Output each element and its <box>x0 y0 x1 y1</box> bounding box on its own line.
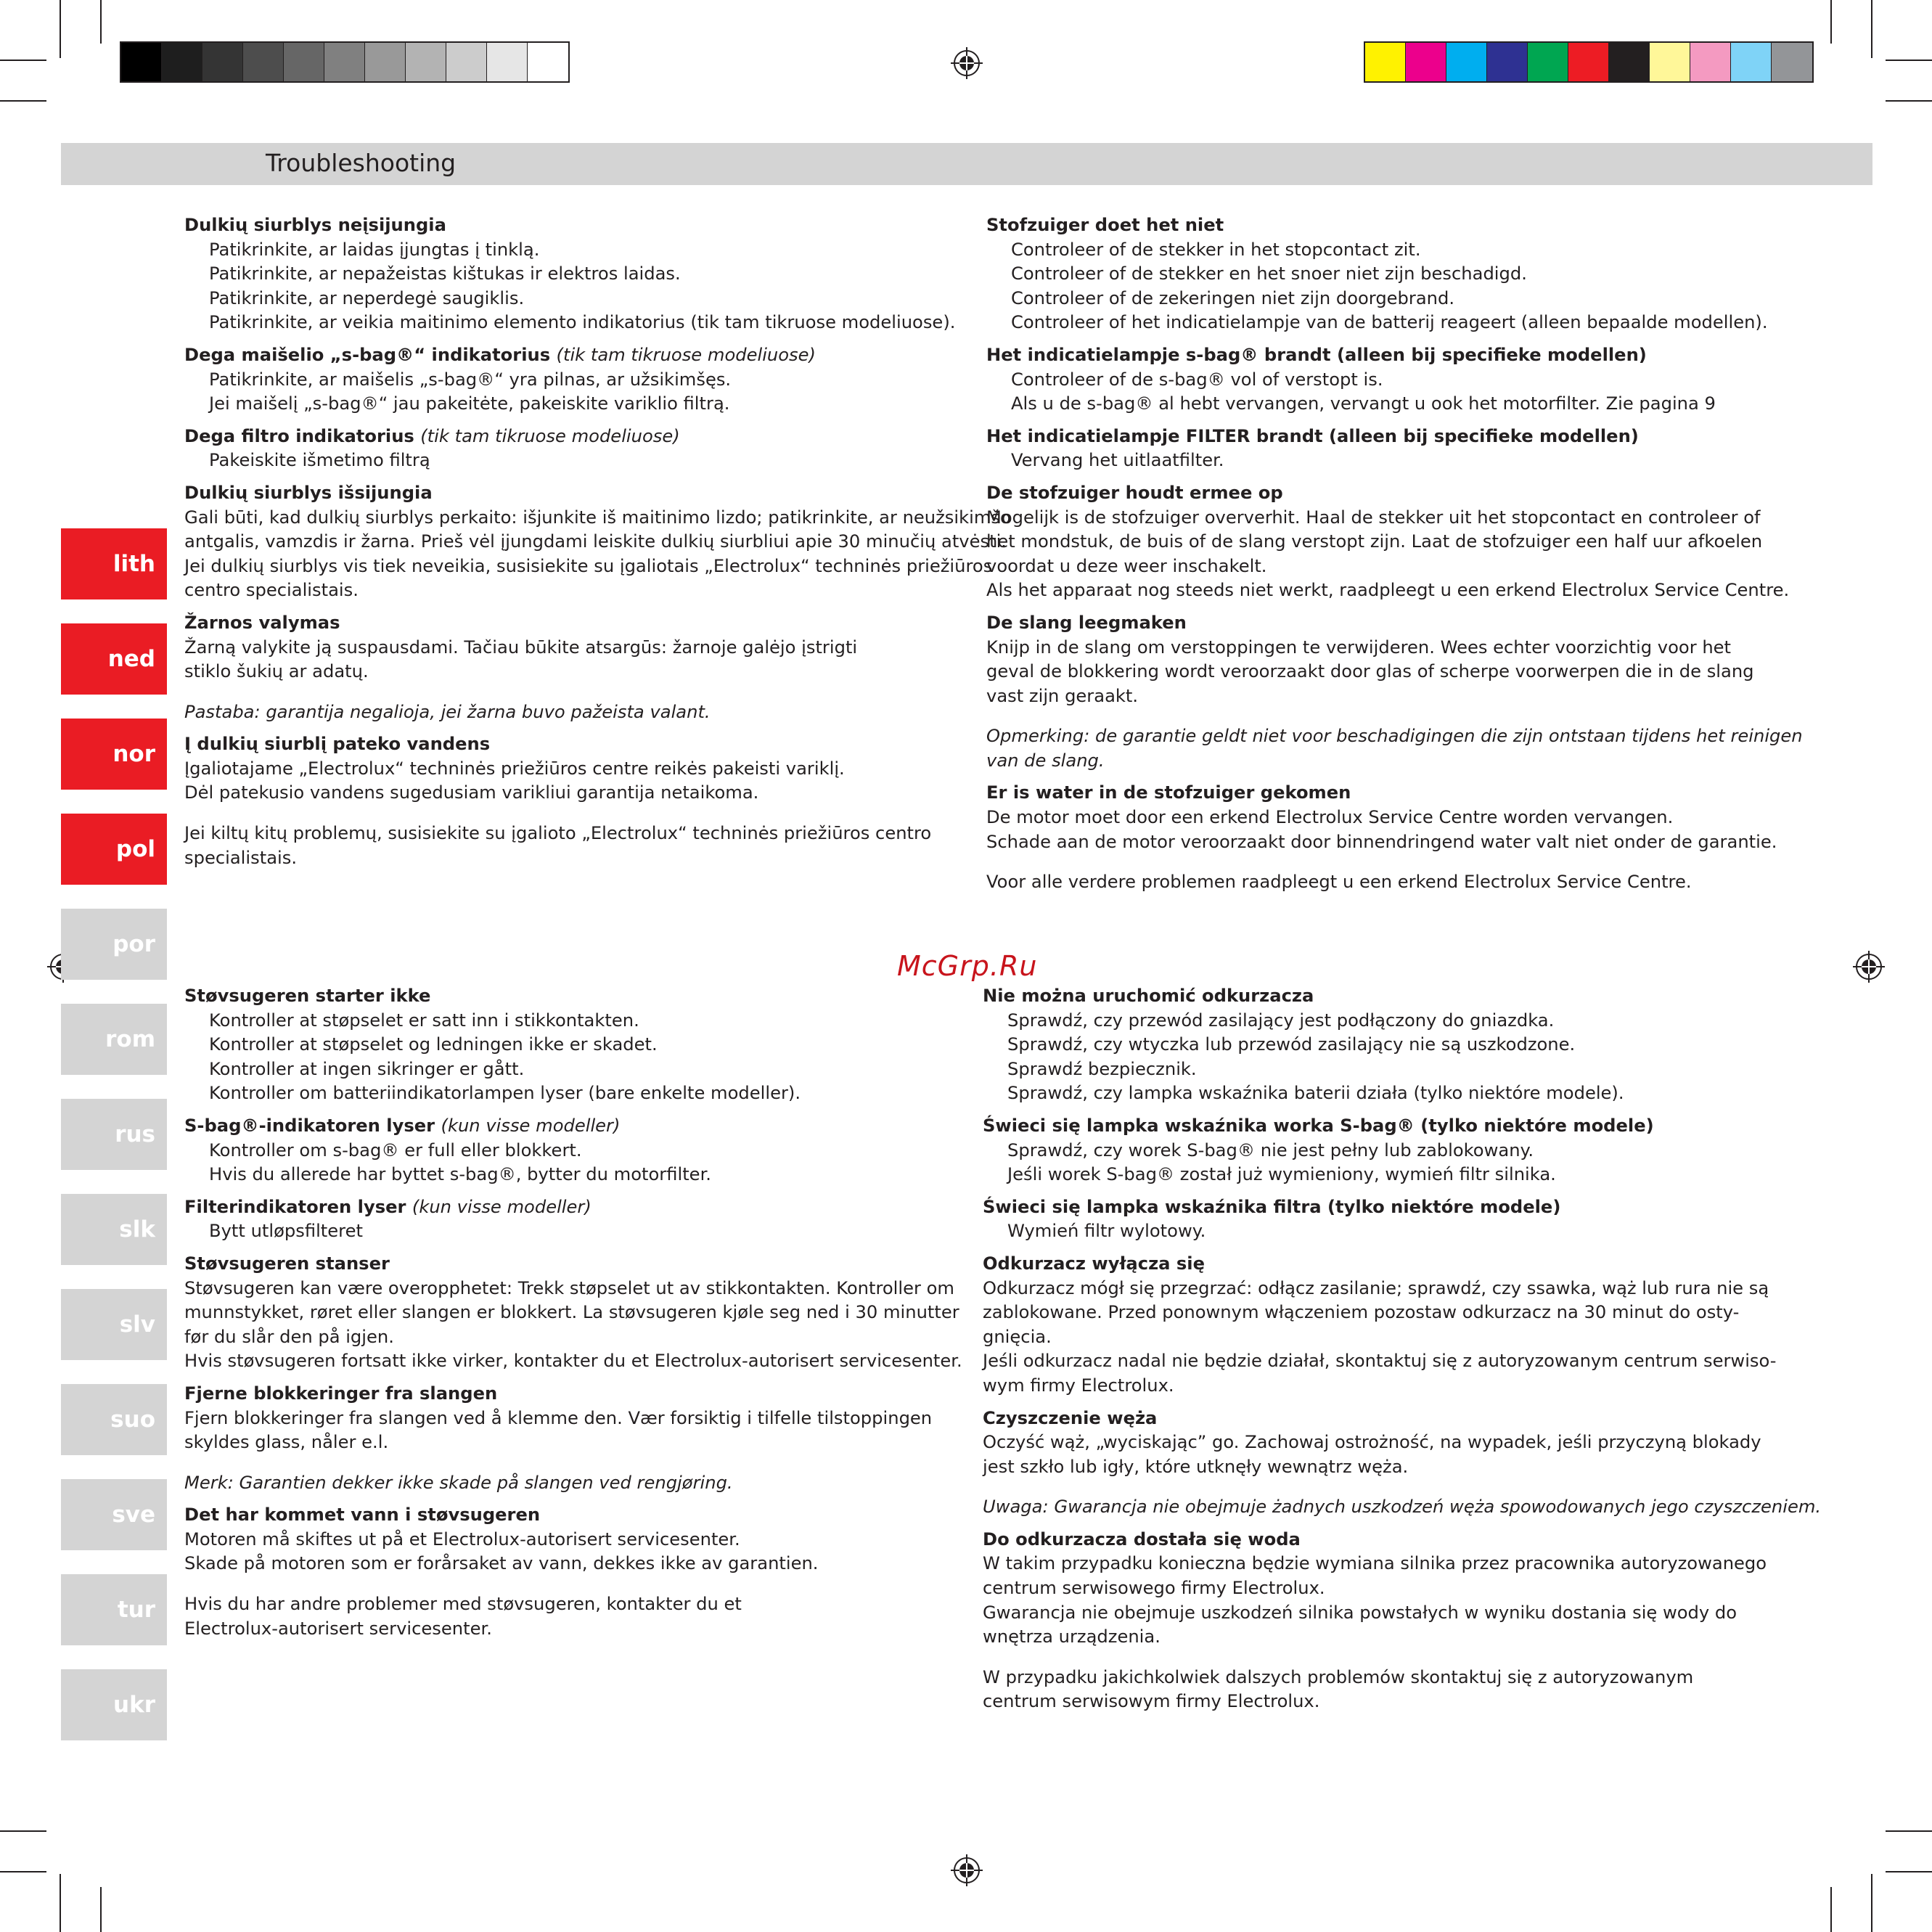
crop-mark <box>1886 100 1932 102</box>
text-line: Kontroller at ingen sikringer er gått. <box>209 1058 525 1079</box>
color-swatch <box>487 43 528 81</box>
troubleshoot-section <box>986 481 1803 603</box>
text-line: Vervang het uitlaatfilter. <box>1011 450 1224 471</box>
text-line: Odkurzacz mógł się przegrzać: odłącz zasilanie; sprawdź, czy ssawka, wąż lub rura nie są <box>983 1277 1769 1298</box>
text-line: stiklo šukių ar adatų. <box>184 661 369 682</box>
text-line: Sprawdź, czy wtyczka lub przewód zasilający nie są uszkodzone. <box>1007 1034 1576 1055</box>
language-tab-ukr[interactable]: ukr <box>61 1669 167 1740</box>
section-heading: Į dulkių siurblį pateko vandens <box>184 734 491 755</box>
text-line: Knijp in de slang om verstoppingen te verwijderen. Wees echter voorzichtig voor het <box>986 637 1732 658</box>
troubleshoot-section <box>184 611 1011 684</box>
section-heading: Het indicatielampje FILTER brandt (alleen bij specifieke modellen) <box>986 425 1639 446</box>
text-line: Als u de s-bag® al hebt vervangen, vervangt u ook het motorfilter. Zie pagina 9 <box>1011 393 1716 414</box>
section-heading: Do odkurzacza dostała się woda <box>983 1528 1301 1550</box>
text-line: Sprawdź, czy lampka wskaźnika baterii działa (tylko niektóre modele). <box>1007 1083 1624 1104</box>
color-swatch <box>446 43 487 81</box>
crop-mark <box>1830 1887 1832 1932</box>
section-heading: Er is water in de stofzuiger gekomen <box>986 782 1351 803</box>
language-tab-lith[interactable]: lith <box>61 528 167 599</box>
watermark: McGrp.Ru <box>897 950 1038 982</box>
color-swatch <box>1406 43 1446 81</box>
text-line: antgalis, vamzdis ir žarna. Prieš vėl įjungdami leiskite dulkių siurbliui apie 30 minučių atvėsti. <box>184 531 1007 552</box>
text-line: jest szkło lub igły, które utknęły wewnątrz węża. <box>983 1456 1409 1477</box>
language-tab-por[interactable]: por <box>61 909 167 980</box>
text-line: Žarną valykite ją suspausdami. Tačiau būkite atsargūs: žarnoje galėjo įstrigti <box>184 637 858 658</box>
note <box>986 724 1803 773</box>
text-line: Støvsugeren kan være overopphetet: Trekk støpselet ut av stikkontakten. Kontroller om <box>184 1277 954 1298</box>
text-line: Dėl patekusio vandens sugedusiam varikliui garantija netaikoma. <box>184 782 759 803</box>
text-line: Oczyść wąż, „wyciskając” go. Zachowaj ostrożność, na wypadek, jeśli przyczyną blokady <box>983 1432 1761 1453</box>
crop-mark <box>100 0 102 44</box>
crop-mark <box>1886 1871 1932 1872</box>
text-line: Gali būti, kad dulkių siurblys perkaito: išjunkite iš maitinimo lizdo; patikrinkite, ar neužsikimšo <box>184 507 1011 528</box>
heading-text: Dega filtro indikatorius <box>184 425 414 446</box>
text-line: Gwarancja nie obejmuje uszkodzeń silnika powstałych w wyniku dostania się wody do <box>983 1602 1737 1623</box>
crop-mark <box>100 1887 102 1932</box>
section-heading: Świeci się lampka wskaźnika worka S-bag® (tylko niektóre modele) <box>983 1115 1654 1136</box>
heading-note: (kun visse modeller) <box>412 1196 592 1217</box>
text-line: zablokowane. Przed ponownym włączeniem pozostaw odkurzacz na 30 minut do osty- <box>983 1302 1740 1323</box>
note <box>184 700 1011 725</box>
crop-mark <box>1830 0 1832 44</box>
troubleshoot-section <box>184 1503 962 1576</box>
section-heading: Het indicatielampje s-bag® brandt (alleen bij specifieke modellen) <box>986 344 1647 365</box>
troubleshoot-section <box>983 984 1821 1106</box>
note-text: Opmerking: de garantie geldt niet voor beschadigingen die zijn ontstaan tijdens het reinigen <box>986 726 1803 747</box>
closing-text <box>986 870 1803 895</box>
color-swatch <box>1609 43 1650 81</box>
text-line: Patikrinkite, ar neperdegė saugiklis. <box>209 287 525 308</box>
troubleshoot-section <box>184 1382 962 1455</box>
text-line: Voor alle verdere problemen raadpleegt u een erkend Electrolux Service Centre. <box>986 872 1692 893</box>
troubleshoot-section <box>184 343 1011 417</box>
lith-column <box>184 213 1011 870</box>
section-heading <box>184 1114 962 1139</box>
section-heading <box>184 425 1011 449</box>
troubleshoot-section <box>983 1528 1821 1650</box>
section-heading: Odkurzacz wyłącza się <box>983 1253 1206 1274</box>
color-swatch <box>1731 43 1772 81</box>
note-text: van de slang. <box>986 750 1105 771</box>
closing-text <box>184 822 1011 870</box>
color-swatch <box>1528 43 1568 81</box>
text-line: De motor moet door een erkend Electrolux Service Centre worden vervangen. <box>986 807 1674 828</box>
text-line: Patikrinkite, ar nepažeistas kištukas ir elektros laidas. <box>209 263 681 285</box>
text-line: Jei dulkių siurblys vis tiek neveikia, susisiekite su įgaliotais „Electrolux“ techninės priežiūros <box>184 555 993 576</box>
text-line: het mondstuk, de buis of de slang verstopt zijn. Laat de stofzuiger een half uur afkoelen <box>986 531 1763 552</box>
crop-mark <box>0 100 46 102</box>
language-tab-rus[interactable]: rus <box>61 1099 167 1170</box>
text-line: Als het apparaat nog steeds niet werkt, raadpleegt u een erkend Electrolux Service Centre. <box>986 580 1790 601</box>
text-line: W przypadku jakichkolwiek dalszych problemów skontaktuj się z autoryzowanym <box>983 1666 1694 1687</box>
color-swatch <box>162 43 202 81</box>
section-heading: Stofzuiger doet het niet <box>986 215 1224 235</box>
text-line: Fjern blokkeringer fra slangen ved å klemme den. Vær forsiktig i tilfelle tilstoppingen <box>184 1407 933 1428</box>
crop-mark <box>60 1874 61 1932</box>
language-tab-slv[interactable]: slv <box>61 1289 167 1360</box>
text-line: Controleer of de s-bag® vol of verstopt is. <box>1011 369 1383 390</box>
language-tab-sve[interactable]: sve <box>61 1479 167 1550</box>
text-line: Hvis du allerede har byttet s-bag®, bytter du motorfilter. <box>209 1164 711 1185</box>
heading-text: S-bag®-indikatoren lyser <box>184 1115 435 1136</box>
text-line: Jeśli odkurzacz nadal nie będzie działał, skontaktuj się z autoryzowanym centrum serwiso- <box>983 1351 1777 1372</box>
text-line: Kontroller om batteriindikatorlampen lyser (bare enkelte modeller). <box>209 1083 801 1104</box>
text-line: Kontroller at støpselet er satt inn i stikkontakten. <box>209 1010 639 1031</box>
color-swatch <box>1568 43 1609 81</box>
language-tab-nor[interactable]: nor <box>61 719 167 790</box>
text-line: skyldes glass, nåler e.l. <box>184 1432 389 1453</box>
text-line: Schade aan de motor veroorzaakt door binnendringend water valt niet onder de garantie. <box>986 831 1777 852</box>
section-heading <box>184 343 1011 368</box>
text-line: Patikrinkite, ar veikia maitinimo elemento indikatorius (tik tam tikruose modeliuose). <box>209 312 956 333</box>
text-line: Jei maišelį „s-bag®“ jau pakeitėte, pakeiskite variklio filtrą. <box>209 393 730 414</box>
text-line: Controleer of de zekeringen niet zijn doorgebrand. <box>1011 287 1455 308</box>
color-swatch <box>1365 43 1406 81</box>
troubleshoot-section <box>184 425 1011 473</box>
troubleshoot-section <box>184 213 1011 335</box>
text-line: wnętrza urządzenia. <box>983 1626 1161 1647</box>
troubleshoot-section <box>986 213 1803 335</box>
troubleshoot-section <box>983 1407 1821 1480</box>
text-line: Skade på motoren som er forårsaket av vann, dekkes ikke av garantien. <box>184 1553 819 1574</box>
section-heading: Det har kommet vann i støvsugeren <box>184 1505 541 1526</box>
section-heading: Czyszczenie węża <box>983 1407 1158 1428</box>
text-line: Controleer of de stekker en het snoer niet zijn beschadigd. <box>1011 263 1527 285</box>
section-heading: Støvsugeren stanser <box>184 1253 390 1274</box>
section-heading: De slang leegmaken <box>986 612 1187 633</box>
text-line: geval de blokkering wordt veroorzaakt door glas of scherpe voorwerpen die in de slang <box>986 661 1754 682</box>
troubleshoot-section <box>986 781 1803 854</box>
color-calibration-bar <box>1364 41 1814 83</box>
language-tab-pol[interactable]: pol <box>61 814 167 885</box>
troubleshoot-section <box>184 1252 962 1374</box>
crop-mark <box>1871 0 1872 58</box>
note-text: Merk: Garantien dekker ikke skade på slangen ved rengjøring. <box>184 1472 733 1493</box>
troubleshoot-section <box>184 1195 962 1244</box>
language-tab-suo[interactable]: suo <box>61 1384 167 1455</box>
heading-note: (tik tam tikruose modeliuose) <box>420 425 680 446</box>
text-line: centrum serwisowym firmy Electrolux. <box>983 1691 1320 1712</box>
note <box>983 1495 1821 1520</box>
grayscale-calibration-bar <box>120 41 570 83</box>
section-heading: Świeci się lampka wskaźnika filtra (tylko niektóre modele) <box>983 1196 1561 1217</box>
heading-note: (tik tam tikruose modeliuose) <box>556 344 816 365</box>
crop-mark <box>0 1871 46 1872</box>
troubleshoot-section <box>184 732 1011 806</box>
text-line: Wymień filtr wylotowy. <box>1007 1221 1206 1242</box>
note-text: Pastaba: garantija negalioja, jei žarna buvo pažeista valant. <box>184 701 711 722</box>
page-title: Troubleshooting <box>266 149 457 177</box>
section-heading: Dulkių siurblys išsijungia <box>184 482 433 503</box>
text-line: Įgaliotajame „Electrolux“ techninės priežiūros centre reikės pakeisti variklį. <box>184 758 845 779</box>
text-line: centrum serwisowego firmy Electrolux. <box>983 1578 1325 1599</box>
color-swatch <box>243 43 284 81</box>
color-swatch <box>324 43 365 81</box>
text-line: Controleer of het indicatielampje van de batterij reageert (alleen bepaalde modellen). <box>1011 312 1768 333</box>
text-line: Pakeiskite išmetimo filtrą <box>209 450 430 471</box>
text-line: voordat u deze weer inschakelt. <box>986 555 1267 576</box>
section-heading: Støvsugeren starter ikke <box>184 986 431 1006</box>
section-heading: Dulkių siurblys neįsijungia <box>184 215 446 235</box>
text-line: munnstykket, røret eller slangen er blokkert. La støvsugeren kjøle seg ned i 30 minutter <box>184 1302 959 1323</box>
color-swatch <box>528 43 568 81</box>
section-heading: Nie można uruchomić odkurzacza <box>983 986 1314 1006</box>
color-swatch <box>1487 43 1528 81</box>
language-tab-rom[interactable]: rom <box>61 1004 167 1075</box>
text-line: Kontroller om s-bag® er full eller blokkert. <box>209 1139 582 1161</box>
text-line: Sprawdź bezpiecznik. <box>1007 1058 1197 1079</box>
troubleshoot-section <box>986 425 1803 473</box>
text-line: vast zijn geraakt. <box>986 685 1139 706</box>
text-line: specialistais. <box>184 847 298 868</box>
text-line: Controleer of de stekker in het stopcontact zit. <box>1011 239 1421 260</box>
troubleshoot-section <box>983 1195 1821 1244</box>
troubleshoot-section <box>184 984 962 1106</box>
registration-mark-icon <box>1853 951 1885 983</box>
nor-column <box>184 984 962 1641</box>
color-swatch <box>1690 43 1731 81</box>
troubleshoot-section <box>184 481 1011 603</box>
registration-mark-icon <box>951 1854 983 1886</box>
text-line: Kontroller at støpselet og ledningen ikke er skadet. <box>209 1034 658 1055</box>
section-heading: Žarnos valymas <box>184 612 340 633</box>
crop-mark <box>1886 1830 1932 1832</box>
troubleshoot-section <box>986 611 1803 708</box>
text-line: Bytt utløpsfilteret <box>209 1221 363 1242</box>
closing-text <box>983 1666 1821 1714</box>
crop-mark <box>0 60 46 61</box>
note-text: Uwaga: Gwarancja nie obejmuje żadnych uszkodzeń węża spowodowanych jego czyszczeniem. <box>983 1497 1822 1518</box>
color-swatch <box>406 43 446 81</box>
heading-note: (kun visse modeller) <box>441 1115 621 1136</box>
troubleshoot-section <box>983 1252 1821 1399</box>
text-line: Electrolux-autorisert servicesenter. <box>184 1618 492 1639</box>
text-line: Jeśli worek S-bag® został już wymieniony, wymień filtr silnika. <box>1007 1164 1556 1185</box>
language-tabs <box>61 528 167 1764</box>
heading-text: Filterindikatoren lyser <box>184 1196 406 1217</box>
text-line: Hvis du har andre problemer med støvsugeren, kontakter du et <box>184 1594 742 1615</box>
section-heading: Fjerne blokkeringer fra slangen <box>184 1383 498 1404</box>
text-line: Hvis støvsugeren fortsatt ikke virker, kontakter du et Electrolux-autorisert servicesenter. <box>184 1351 962 1372</box>
text-line: Patikrinkite, ar maišelis „s-bag®“ yra pilnas, ar užsikimšęs. <box>209 369 732 390</box>
text-line: før du slår den på igjen. <box>184 1326 394 1347</box>
color-swatch <box>121 43 162 81</box>
language-tab-slk[interactable]: slk <box>61 1194 167 1265</box>
text-line: Motoren må skiftes ut på et Electrolux-autorisert servicesenter. <box>184 1528 740 1550</box>
color-swatch <box>1446 43 1487 81</box>
registration-mark-icon <box>951 47 983 79</box>
text-line: centro specialistais. <box>184 580 359 601</box>
text-line: gnięcia. <box>983 1326 1052 1347</box>
text-line: Patikrinkite, ar laidas įjungtas į tinklą. <box>209 239 540 260</box>
troubleshoot-section <box>983 1114 1821 1187</box>
text-line: Sprawdź, czy przewód zasilający jest podłączony do gniazdka. <box>1007 1010 1555 1031</box>
pol-column <box>983 984 1821 1714</box>
note <box>184 1471 962 1496</box>
color-swatch <box>1772 43 1812 81</box>
crop-mark <box>60 0 61 58</box>
crop-mark <box>1871 1874 1872 1932</box>
section-heading: De stofzuiger houdt ermee op <box>986 482 1283 503</box>
closing-text <box>184 1592 962 1641</box>
section-header-bar <box>61 143 1872 185</box>
text-line: Jei kiltų kitų problemų, susisiekite su įgalioto „Electrolux“ techninės priežiūros centro <box>184 823 932 844</box>
text-line: wym firmy Electrolux. <box>983 1375 1174 1396</box>
text-line: W takim przypadku konieczna będzie wymiana silnika przez pracownika autoryzowanego <box>983 1553 1767 1574</box>
troubleshoot-section <box>184 1114 962 1187</box>
text-line: Mogelijk is de stofzuiger oververhit. Haal de stekker uit het stopcontact en controleer of <box>986 507 1761 528</box>
ned-column <box>986 213 1803 895</box>
language-tab-tur[interactable]: tur <box>61 1574 167 1645</box>
crop-mark <box>1886 60 1932 61</box>
heading-text: Dega maišelio „s-bag®“ indikatorius <box>184 344 551 365</box>
language-tab-ned[interactable]: ned <box>61 623 167 695</box>
color-swatch <box>365 43 406 81</box>
troubleshoot-section <box>986 343 1803 417</box>
color-swatch <box>1650 43 1690 81</box>
crop-mark <box>0 1830 46 1832</box>
color-swatch <box>202 43 243 81</box>
section-heading <box>184 1195 962 1220</box>
color-swatch <box>284 43 324 81</box>
text-line: Sprawdź, czy worek S-bag® nie jest pełny lub zablokowany. <box>1007 1139 1534 1161</box>
